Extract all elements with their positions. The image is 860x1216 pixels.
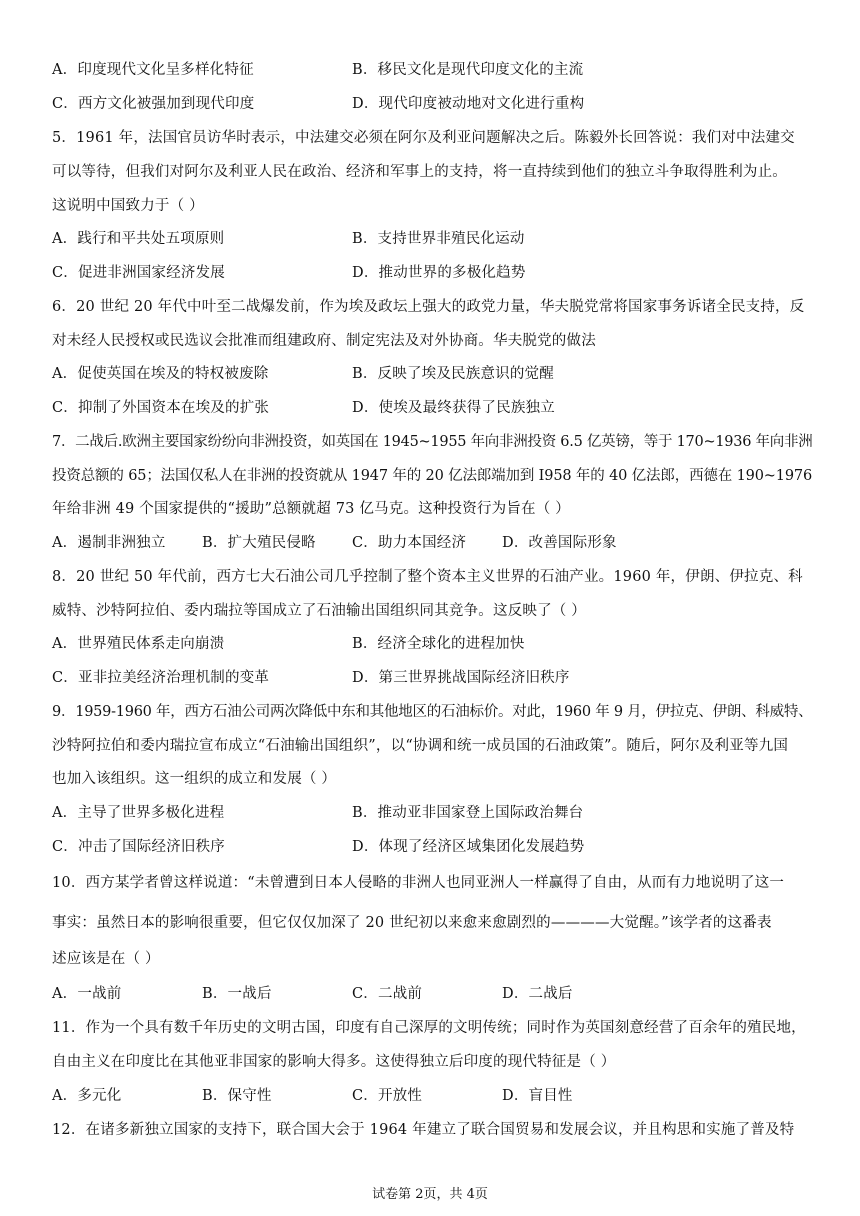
q4-option-b: B．移民文化是现代印度文化的主流 [352,62,584,78]
q5-option-b: B．支持世界非殖民化运动 [352,231,525,247]
q10-stem-line-1: 10．西方某学者曾这样说道：“未曾遭到日本人侵略的非洲人也同亚洲人一样赢得了自由，从而有力地说明了这一 [52,875,785,891]
q9-option-d: D．体现了经济区域集团化发展趋势 [352,839,585,855]
q8-option-b: B．经济全球化的进程加快 [352,636,525,652]
q10-stem-line-2: 事实：虽然日本的影响很重要，但它仅仅加深了 20 世纪初以来愈来愈剧烈的————大觉醒。”该学者的这番表 [52,915,772,931]
q8-stem-line-1: 8．20 世纪 50 年代前，西方七大石油公司几乎控制了整个资本主义世界的石油产业。1960 年，伊朗、伊拉克、科 [52,569,803,585]
q10-option-c: C．二战前 [352,986,423,1002]
q11-option-c: C．开放性 [352,1088,423,1104]
q4-option-a: A．印度现代文化呈多样化特征 [52,62,254,78]
q5-stem-line-3: 这说明中国致力于（ ） [52,198,204,214]
q11-stem-line-1: 11．作为一个具有数千年历史的文明古国，印度有自己深厚的文明传统；同时作为英国刻意经营了百余年的殖民地， [52,1020,806,1036]
q10-option-d: D．二战后 [502,986,573,1002]
q12-stem-line-1: 12．在诸多新独立国家的支持下，联合国大会于 1964 年建立了联合国贸易和发展会议，并且构思和实施了普及特 [52,1122,795,1138]
q10-option-a: A．一战前 [52,986,122,1002]
q5-stem-line-2: 可以等待，但我们对阿尔及利亚人民在政治、经济和军事上的支持，将一直持续到他们的独立斗争取得胜利为止。 [52,164,787,180]
q11-option-d: D．盲目性 [502,1088,573,1104]
page-footer: 试卷第 2页，共 4页 [372,1187,488,1202]
q8-option-d: D．第三世界挑战国际经济旧秩序 [352,670,570,686]
q7-stem-line-1: 7．二战后.欧洲主要国家纷纷向非洲投资，如英国在 1945~1955 年向非洲投资 6.5 亿英镑，等于 170~1936 年向非洲 [52,434,813,450]
q9-stem-line-3: 也加入该组织。这一组织的成立和发展（ ） [52,771,337,787]
q9-stem-line-2: 沙特阿拉伯和委内瑞拉宣布成立“石油输出国组织”，以“协调和统一成员国的石油政策”。随后，阿尔及利亚等九国 [52,738,789,754]
q5-option-c: C．促进非洲国家经济发展 [52,265,225,281]
q7-stem-line-2: 投资总额的 65；法国仅私人在非洲的投资就从 1947 年的 20 亿法郎端加到 I958 年的 40 亿法郎，西德在 190~1976 [52,468,813,484]
q10-stem-line-3: 述应该是在（ ） [52,951,160,967]
q7-option-d: D．改善国际形象 [502,535,617,551]
q5-option-d: D．推动世界的多极化趋势 [352,265,526,281]
q6-option-a: A．促使英国在埃及的特权被废除 [52,366,269,382]
q6-option-d: D．使埃及最终获得了民族独立 [352,400,555,416]
q8-option-c: C．亚非拉美经济治理机制的变革 [52,670,270,686]
q7-option-c: C．助力本国经济 [352,535,467,551]
q11-option-b: B．保守性 [202,1088,272,1104]
q7-option-a: A．遏制非洲独立 [52,535,166,551]
q8-stem-line-2: 威特、沙特阿拉伯、委内瑞拉等国成立了石油输出国组织同其竞争。这反映了（ ） [52,603,587,619]
q6-stem-line-2: 对未经人民授权或民选议会批准而组建政府、制定宪法及对外协商。华夫脱党的做法 [52,333,596,349]
q6-option-b: B．反映了埃及民族意识的觉醒 [352,366,554,382]
q11-stem-line-2: 自由主义在印度比在其他亚非国家的影响大得多。这使得独立后印度的现代特征是（ ） [52,1054,616,1070]
q5-option-a: A．践行和平共处五项原则 [52,231,225,247]
q5-stem-line-1: 5．1961 年，法国官员访华时表示，中法建交必须在阿尔及利亚问题解决之后。陈毅外长回答说：我们对中法建交 [52,130,795,146]
q6-stem-line-1: 6．20 世纪 20 年代中叶至二战爆发前，作为埃及政坛上强大的政党力量，华夫脱党常将国家事务诉诸全民支持，反 [52,299,805,315]
q8-option-a: A．世界殖民体系走向崩溃 [52,636,225,652]
q7-option-b: B．扩大殖民侵略 [202,535,316,551]
q4-option-d: D．现代印度被动地对文化进行重构 [352,96,585,112]
q9-option-b: B．推动亚非国家登上国际政治舞台 [352,805,584,821]
q7-stem-line-3: 年给非洲 49 个国家提供的“援助”总额就超 73 亿马克。这种投资行为旨在（ ） [52,501,570,517]
q10-option-b: B．一战后 [202,986,272,1002]
q11-option-a: A．多元化 [52,1088,122,1104]
q9-stem-line-1: 9．1959-1960 年，西方石油公司两次降低中东和其他地区的石油标价。对此，1960 年 9 月，伊拉克、伊朗、科威特、 [52,704,813,720]
q9-option-a: A．主导了世界多极化进程 [52,805,225,821]
q4-option-c: C．西方文化被强加到现代印度 [52,96,255,112]
q6-option-c: C．抑制了外国资本在埃及的扩张 [52,400,270,416]
q9-option-c: C．冲击了国际经济旧秩序 [52,839,225,855]
